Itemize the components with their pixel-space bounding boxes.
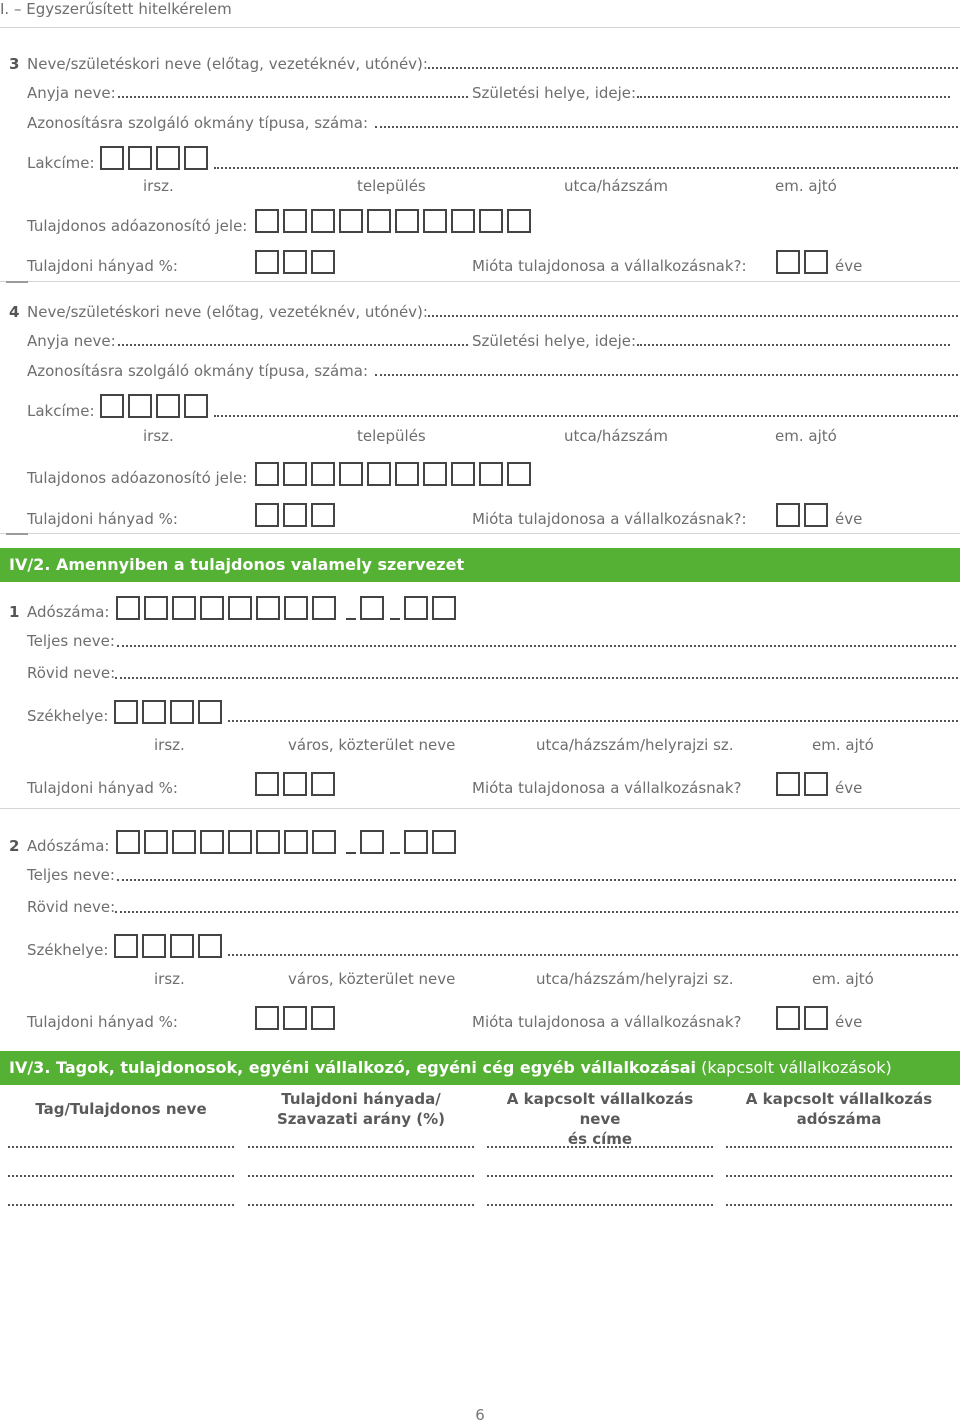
tax-id-box[interactable] — [283, 462, 307, 486]
seat-field[interactable] — [228, 720, 958, 722]
share-box[interactable] — [283, 772, 307, 796]
tax-id-box[interactable] — [339, 209, 363, 233]
person-number: 3 — [9, 55, 20, 73]
sub-label-telepules: település — [357, 427, 426, 445]
mother-name-field[interactable] — [118, 96, 468, 98]
since-label: Mióta tulajdonosa a vállalkozásnak?: — [472, 257, 747, 275]
share-box[interactable] — [255, 503, 279, 527]
section-banner-iv2 — [0, 548, 960, 582]
section-divider — [0, 533, 960, 534]
tax-number-box[interactable] — [312, 596, 336, 620]
share-label: Tulajdoni hányad %: — [27, 1013, 178, 1031]
since-label: Mióta tulajdonosa a vállalkozásnak? — [472, 1013, 742, 1031]
years-box[interactable] — [804, 250, 828, 274]
mother-name-label: Anyja neve: — [27, 332, 116, 350]
table-cell-related-name[interactable] — [487, 1146, 713, 1148]
header-divider — [0, 27, 960, 28]
table-cell-related-taxnum[interactable] — [726, 1146, 952, 1148]
zip-box[interactable] — [156, 146, 180, 170]
tax-number-dash — [346, 852, 356, 854]
sub-label-irsz: irsz. — [154, 970, 185, 988]
tax-number-box[interactable] — [312, 830, 336, 854]
seat-field[interactable] — [228, 954, 958, 956]
share-box[interactable] — [255, 250, 279, 274]
tax-id-box[interactable] — [395, 209, 419, 233]
share-box[interactable] — [283, 250, 307, 274]
tax-id-label: Tulajdonos adóazonosító jele: — [27, 217, 248, 235]
divider-tick — [6, 533, 28, 535]
column-header-share: Tulajdoni hányada/ Szavazati arány (%) — [276, 1090, 445, 1128]
page-header-title: I. – Egyszerűsített hitelkérelem — [0, 0, 232, 18]
sub-label-utca-hrsz: utca/házszám/helyrajzi sz. — [536, 736, 734, 754]
tax-number-box[interactable] — [360, 830, 384, 854]
section-title: IV/3. Tagok, tulajdonosok, egyéni vállalkozó, egyéni cég egyéb vállalkozásai — [9, 1058, 697, 1077]
column-header-related-name: A kapcsolt vállalkozás neve és címe — [506, 1090, 694, 1148]
tax-number-box[interactable] — [116, 596, 140, 620]
share-box[interactable] — [255, 772, 279, 796]
tax-id-box[interactable] — [451, 462, 475, 486]
full-name-label: Teljes neve: — [27, 632, 115, 650]
zip-box[interactable] — [170, 700, 194, 724]
tax-number-box[interactable] — [144, 830, 168, 854]
table-cell-share[interactable] — [248, 1146, 474, 1148]
tax-id-box[interactable] — [395, 462, 419, 486]
table-cell-related-taxnum[interactable] — [726, 1204, 952, 1206]
tax-number-box[interactable] — [228, 596, 252, 620]
tax-id-box[interactable] — [311, 209, 335, 233]
tax-number-label: Adószáma: — [27, 603, 110, 621]
page-number: 6 — [475, 1406, 485, 1424]
full-name-label: Teljes neve: — [27, 866, 115, 884]
tax-number-box[interactable] — [404, 596, 428, 620]
tax-id-label: Tulajdonos adóazonosító jele: — [27, 469, 248, 487]
tax-number-box[interactable] — [432, 596, 456, 620]
share-label: Tulajdoni hányad %: — [27, 510, 178, 528]
share-box[interactable] — [311, 772, 335, 796]
tax-number-box[interactable] — [404, 830, 428, 854]
sub-label-utca: utca/házszám — [564, 427, 668, 445]
address-field[interactable] — [214, 415, 958, 417]
share-box[interactable] — [283, 1006, 307, 1030]
address-label: Lakcíme: — [27, 154, 95, 172]
section-divider — [0, 808, 960, 809]
tax-id-box[interactable] — [507, 209, 531, 233]
name-field[interactable] — [428, 67, 958, 69]
seat-label: Székhelye: — [27, 707, 109, 725]
address-label: Lakcíme: — [27, 402, 95, 420]
tax-id-box[interactable] — [507, 462, 531, 486]
zip-box[interactable] — [156, 394, 180, 418]
name-field[interactable] — [428, 315, 958, 317]
table-cell-owner[interactable] — [8, 1146, 234, 1148]
zip-box[interactable] — [184, 394, 208, 418]
id-document-label: Azonosításra szolgáló okmány típusa, száma: — [27, 362, 369, 380]
tax-id-box[interactable] — [479, 209, 503, 233]
zip-box[interactable] — [170, 934, 194, 958]
sub-label-varos: város, közterület neve — [288, 736, 456, 754]
zip-box[interactable] — [198, 700, 222, 724]
sub-label-utca-hrsz: utca/házszám/helyrajzi sz. — [536, 970, 734, 988]
column-header-related-taxnum: A kapcsolt vállalkozás adószáma — [745, 1090, 933, 1128]
tax-number-box[interactable] — [200, 596, 224, 620]
sub-label-irsz: irsz. — [143, 427, 174, 445]
years-label: éve — [835, 257, 863, 275]
tax-number-box[interactable] — [284, 596, 308, 620]
tax-number-dash — [346, 618, 356, 620]
sub-label-em: em. ajtó — [775, 427, 837, 445]
section-title: IV/2. Amennyiben a tulajdonos valamely szervezet — [9, 555, 465, 574]
section-subtitle: (kapcsolt vállalkozások) — [701, 1058, 892, 1077]
tax-id-box[interactable] — [451, 209, 475, 233]
share-box[interactable] — [311, 250, 335, 274]
years-box[interactable] — [804, 503, 828, 527]
zip-box[interactable] — [142, 700, 166, 724]
short-name-field[interactable] — [115, 911, 958, 913]
years-box[interactable] — [776, 503, 800, 527]
zip-box[interactable] — [114, 700, 138, 724]
table-cell-related-name[interactable] — [487, 1175, 713, 1177]
share-box[interactable] — [255, 1006, 279, 1030]
tax-number-box[interactable] — [200, 830, 224, 854]
tax-number-label: Adószáma: — [27, 837, 110, 855]
years-box[interactable] — [776, 250, 800, 274]
tax-number-dash — [390, 618, 400, 620]
years-box[interactable] — [776, 772, 800, 796]
share-box[interactable] — [283, 503, 307, 527]
table-cell-owner[interactable] — [8, 1204, 234, 1206]
tax-number-box[interactable] — [228, 830, 252, 854]
years-label: éve — [835, 779, 863, 797]
sub-label-irsz: irsz. — [154, 736, 185, 754]
tax-id-box[interactable] — [367, 462, 391, 486]
sub-label-em: em. ajtó — [775, 177, 837, 195]
birth-label: Születési helye, ideje: — [472, 84, 637, 102]
short-name-label: Rövid neve: — [27, 898, 116, 916]
tax-number-box[interactable] — [172, 596, 196, 620]
id-document-field[interactable] — [375, 126, 958, 128]
years-label: éve — [835, 1013, 863, 1031]
tax-id-box[interactable] — [339, 462, 363, 486]
section-divider — [0, 281, 960, 282]
table-cell-related-taxnum[interactable] — [726, 1175, 952, 1177]
table-cell-share[interactable] — [248, 1175, 474, 1177]
tax-id-box[interactable] — [367, 209, 391, 233]
mother-name-label: Anyja neve: — [27, 84, 116, 102]
zip-box[interactable] — [100, 394, 124, 418]
short-name-field[interactable] — [115, 677, 958, 679]
since-label: Mióta tulajdonosa a vállalkozásnak? — [472, 779, 742, 797]
zip-box[interactable] — [142, 934, 166, 958]
divider-tick — [6, 281, 28, 283]
table-cell-related-name[interactable] — [487, 1204, 713, 1206]
tax-number-box[interactable] — [256, 830, 280, 854]
tax-number-box[interactable] — [432, 830, 456, 854]
share-box[interactable] — [311, 1006, 335, 1030]
table-cell-owner[interactable] — [8, 1175, 234, 1177]
short-name-label: Rövid neve: — [27, 664, 116, 682]
zip-box[interactable] — [128, 394, 152, 418]
sub-label-utca: utca/házszám — [564, 177, 668, 195]
tax-number-box[interactable] — [284, 830, 308, 854]
sub-label-em: em. ajtó — [812, 970, 874, 988]
name-label: Neve/születéskori neve (előtag, vezetéknév, utónév): — [27, 55, 428, 73]
address-field[interactable] — [214, 167, 958, 169]
years-box[interactable] — [804, 1006, 828, 1030]
tax-number-dash — [390, 852, 400, 854]
tax-id-box[interactable] — [255, 209, 279, 233]
org-number: 1 — [9, 603, 20, 621]
full-name-field[interactable] — [117, 879, 956, 881]
mother-name-field[interactable] — [118, 344, 468, 346]
column-header-owner-name: Tag/Tulajdonos neve — [35, 1100, 207, 1118]
seat-label: Székhelye: — [27, 941, 109, 959]
years-box[interactable] — [804, 772, 828, 796]
tax-number-box[interactable] — [144, 596, 168, 620]
zip-box[interactable] — [184, 146, 208, 170]
share-box[interactable] — [311, 503, 335, 527]
zip-box[interactable] — [100, 146, 124, 170]
name-label: Neve/születéskori neve (előtag, vezetéknév, utónév): — [27, 303, 428, 321]
years-box[interactable] — [776, 1006, 800, 1030]
sub-label-irsz: irsz. — [143, 177, 174, 195]
section-banner-iv3 — [0, 1051, 960, 1085]
tax-id-box[interactable] — [311, 462, 335, 486]
sub-label-telepules: település — [357, 177, 426, 195]
org-number: 2 — [9, 837, 20, 855]
tax-number-box[interactable] — [256, 596, 280, 620]
tax-id-box[interactable] — [423, 462, 447, 486]
zip-box[interactable] — [198, 934, 222, 958]
id-document-field[interactable] — [375, 374, 958, 376]
sub-label-em: em. ajtó — [812, 736, 874, 754]
share-label: Tulajdoni hányad %: — [27, 779, 178, 797]
tax-id-box[interactable] — [255, 462, 279, 486]
table-cell-share[interactable] — [248, 1204, 474, 1206]
tax-id-box[interactable] — [283, 209, 307, 233]
birth-field[interactable] — [637, 96, 950, 98]
tax-number-box[interactable] — [360, 596, 384, 620]
tax-id-box[interactable] — [423, 209, 447, 233]
birth-label: Születési helye, ideje: — [472, 332, 637, 350]
person-number: 4 — [9, 303, 20, 321]
zip-box[interactable] — [128, 146, 152, 170]
tax-number-box[interactable] — [116, 830, 140, 854]
share-label: Tulajdoni hányad %: — [27, 257, 178, 275]
since-label: Mióta tulajdonosa a vállalkozásnak?: — [472, 510, 747, 528]
full-name-field[interactable] — [117, 645, 956, 647]
tax-id-box[interactable] — [479, 462, 503, 486]
birth-field[interactable] — [637, 344, 950, 346]
years-label: éve — [835, 510, 863, 528]
tax-number-box[interactable] — [172, 830, 196, 854]
zip-box[interactable] — [114, 934, 138, 958]
sub-label-varos: város, közterület neve — [288, 970, 456, 988]
id-document-label: Azonosításra szolgáló okmány típusa, száma: — [27, 114, 369, 132]
